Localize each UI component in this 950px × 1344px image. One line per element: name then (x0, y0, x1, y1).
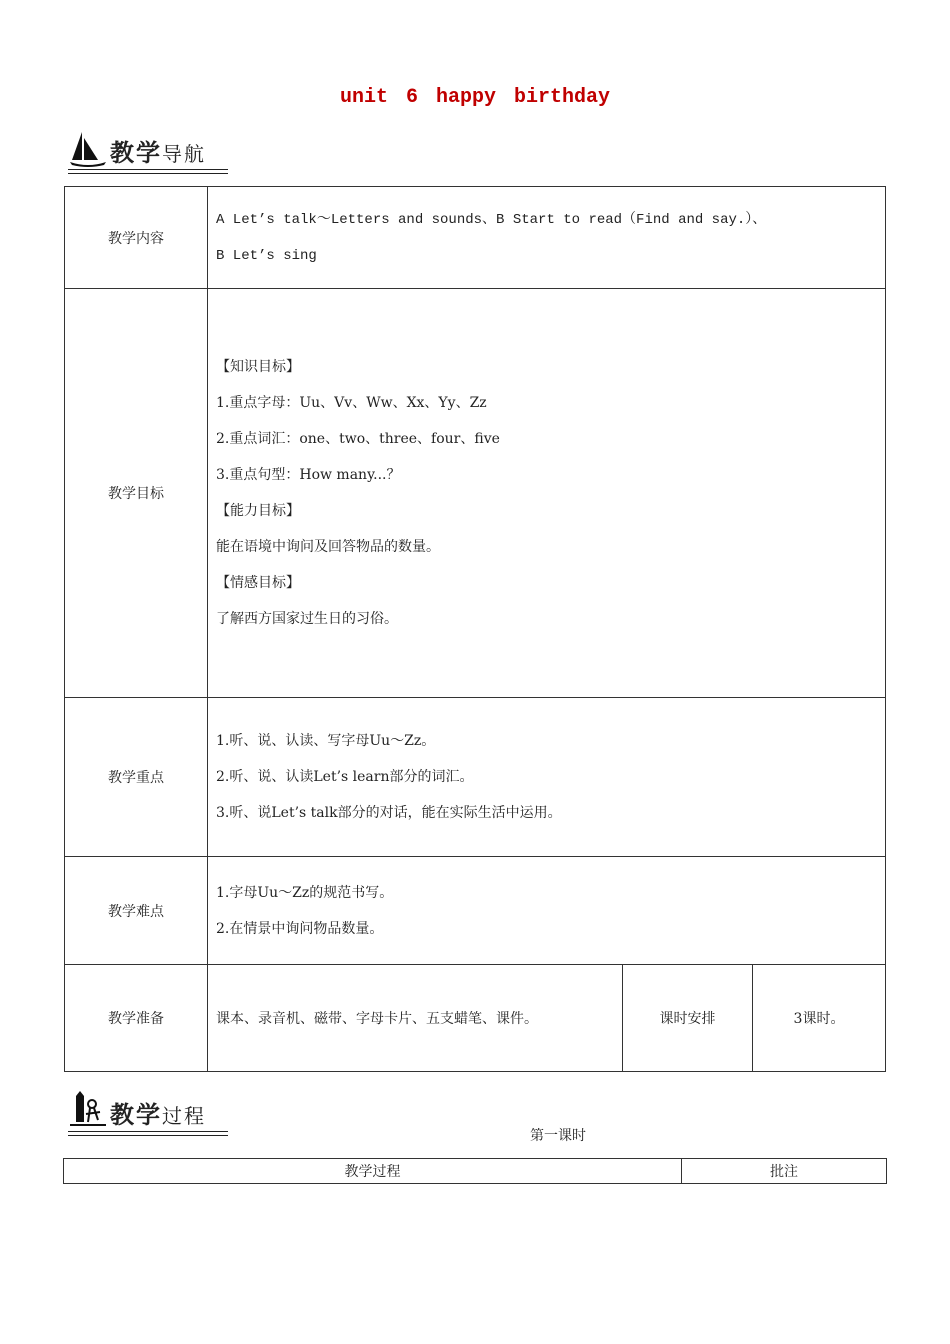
banner-underline (68, 169, 228, 174)
teaching-guide-heading-main: 教学 (110, 139, 162, 167)
key-line: 2.听、说、认读Let’s learn部分的词汇。 (216, 769, 474, 785)
table-row-difficult (65, 857, 886, 965)
row-label-content: 教学内容 (65, 187, 208, 289)
table-row-key (65, 698, 886, 857)
lesson-plan-table (64, 186, 886, 1072)
difficult-line: 2.在情景中询问物品数量。 (216, 920, 384, 937)
goals-line: 1.重点字母：Uu、Vv、Ww、Xx、Yy、Zz (216, 395, 487, 411)
sailboat-icon (68, 128, 108, 168)
goals-line: 了解西方国家过生日的习俗。 (216, 611, 398, 627)
row-label-goals: 教学目标 (65, 289, 208, 698)
goals-line: 【知识目标】 (216, 359, 300, 375)
page-title: unit 6 happy birthday (339, 86, 611, 109)
process-table (63, 1158, 887, 1184)
content-line: B Let’s sing (216, 247, 317, 264)
schedule-value: 3课时。 (753, 965, 886, 1072)
table-row-prep (65, 965, 886, 1072)
teaching-process-heading (110, 1102, 206, 1130)
key-line: 3.听、说Let’s talk部分的对话，能在实际生活中运用。 (216, 805, 562, 821)
row-label-difficult: 教学难点 (65, 857, 208, 965)
banner-underline (68, 1131, 228, 1136)
teaching-process-banner (68, 1090, 206, 1130)
table-row-goals (65, 289, 886, 698)
teaching-guide-heading-sub: 导航 (162, 142, 206, 166)
row-label-key: 教学重点 (65, 698, 208, 857)
table-row-content (65, 187, 886, 289)
goals-line: 【情感目标】 (216, 575, 300, 591)
difficult-line: 1.字母Uu～Zz的规范书写。 (216, 884, 394, 901)
pencil-figure-icon (68, 1090, 108, 1130)
goals-line: 3.重点句型：How many...？ (216, 467, 401, 483)
session-label: 第一课时 (530, 1128, 586, 1144)
row-content-goals (208, 289, 886, 698)
process-header-col: 教学过程 (64, 1159, 682, 1184)
teaching-process-heading-sub: 过程 (162, 1104, 206, 1128)
key-line: 1.听、说、认读、写字母Uu～Zz。 (216, 733, 436, 749)
schedule-label: 课时安排 (623, 965, 753, 1072)
table-row (64, 1159, 887, 1184)
goals-line: 【能力目标】 (216, 503, 300, 519)
notes-header-col: 批注 (682, 1159, 887, 1184)
goals-line: 2.重点词汇：one、two、three、four、five (216, 431, 500, 447)
teaching-process-heading-main: 教学 (110, 1101, 162, 1129)
teaching-guide-heading (110, 140, 206, 168)
content-line: A Let’s talk～Letters and sounds、B Start to read（Find and say.）、 (216, 211, 767, 228)
row-content-difficult (208, 857, 886, 965)
row-content-prep: 课本、录音机、磁带、字母卡片、五支蜡笔、课件。 (208, 965, 623, 1072)
teaching-guide-banner (68, 128, 206, 168)
goals-line: 能在语境中询问及回答物品的数量。 (216, 539, 440, 555)
row-content-content (208, 187, 886, 289)
row-label-prep: 教学准备 (65, 965, 208, 1072)
row-content-key (208, 698, 886, 857)
